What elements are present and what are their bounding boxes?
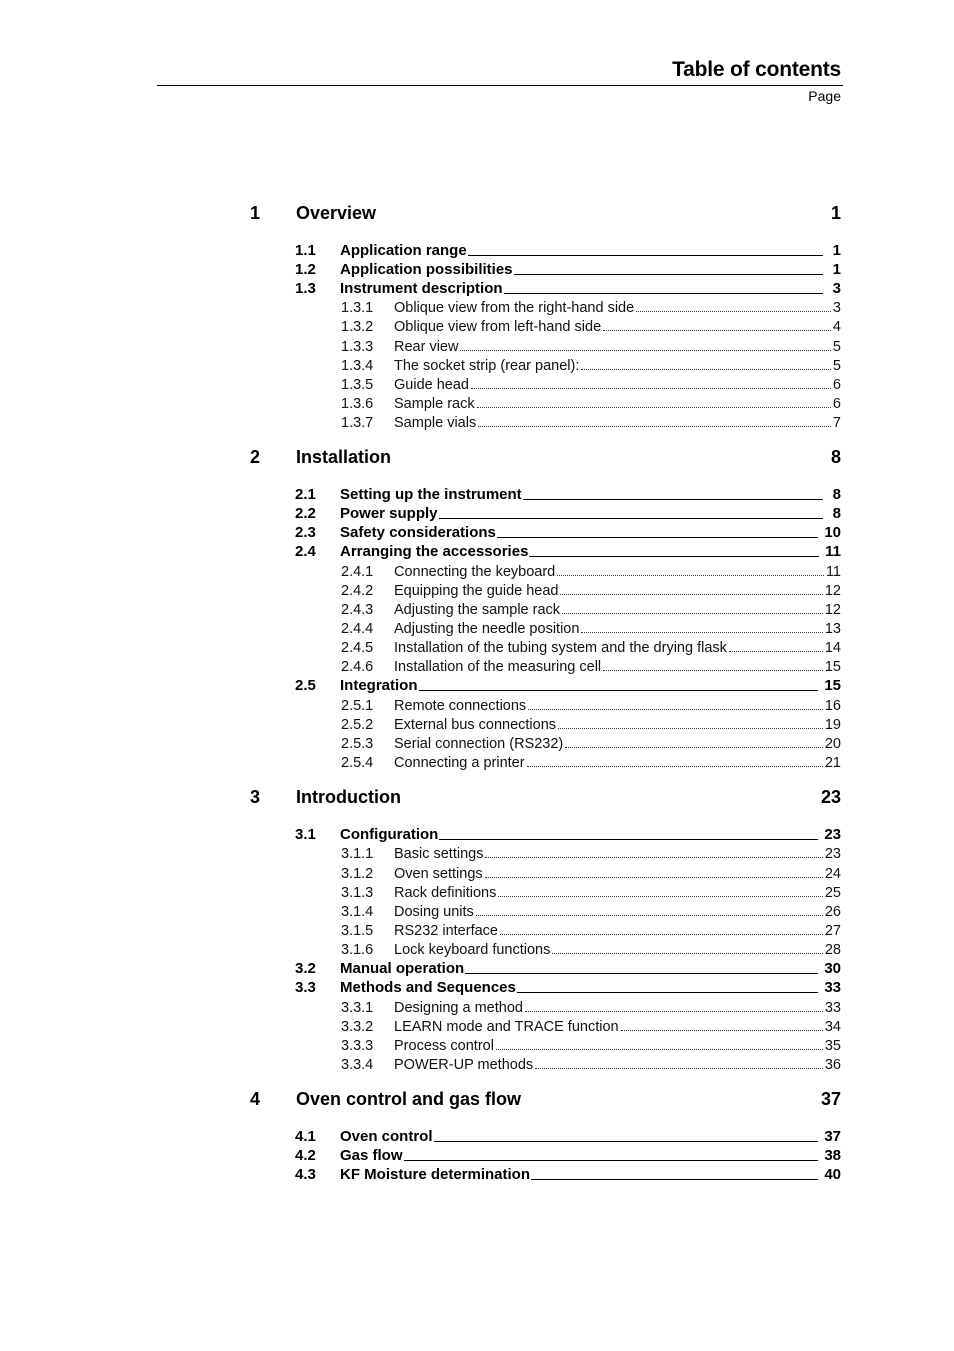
entry-number: 1.3.2 xyxy=(341,319,374,336)
toc-subsection-entry[interactable] xyxy=(250,297,841,316)
dot-leader xyxy=(528,709,823,710)
entry-number: 2.4.4 xyxy=(341,621,374,638)
toc-chapter-entry[interactable] xyxy=(250,787,841,815)
entry-title: KF Moisture determination xyxy=(340,1166,531,1184)
entry-number: 3.3.4 xyxy=(341,1057,374,1074)
toc-section-entry[interactable] xyxy=(250,541,841,560)
entry-page-number: 34 xyxy=(824,1018,841,1035)
entry-title: Arranging the accessories xyxy=(340,543,529,561)
dot-leader xyxy=(636,311,831,312)
entry-page-number: 15 xyxy=(824,677,841,695)
entry-page-number: 14 xyxy=(824,640,841,657)
toc-subsection-entry[interactable] xyxy=(250,714,841,733)
entry-title: Sample vials xyxy=(394,415,477,432)
dot-leader xyxy=(562,613,823,614)
dot-leader xyxy=(500,934,823,935)
entry-number: 1.3.5 xyxy=(341,376,374,393)
entry-number: 3.1.4 xyxy=(341,903,374,920)
entry-page-number: 13 xyxy=(824,621,841,638)
entry-number: 3.2 xyxy=(295,960,316,978)
header-divider xyxy=(157,85,843,86)
entry-page-number: 10 xyxy=(824,524,841,542)
entry-title: Guide head xyxy=(394,376,469,393)
entry-title: Application range xyxy=(340,242,467,259)
toc-subsection-entry[interactable] xyxy=(250,618,841,637)
entry-page-number: 33 xyxy=(824,999,841,1016)
entry-title: Rack definitions xyxy=(394,884,497,901)
entry-number: 1.3.3 xyxy=(341,338,374,355)
entry-page-number: 21 xyxy=(824,755,841,772)
underline-leader xyxy=(514,274,823,275)
underline-leader xyxy=(465,973,818,974)
entry-number: 2.5.3 xyxy=(341,736,374,752)
toc-section-entry[interactable] xyxy=(250,675,841,694)
page-column-label: Page xyxy=(808,88,841,104)
entry-page-number: 38 xyxy=(824,1147,841,1165)
entry-number: 3.1.1 xyxy=(341,846,374,863)
page-title: Table of contents xyxy=(672,58,841,81)
entry-number: 3.3.1 xyxy=(341,999,374,1016)
entry-number: 2.4.3 xyxy=(341,601,374,618)
entry-page-number: 37 xyxy=(824,1128,841,1146)
entry-page-number: 40 xyxy=(824,1166,841,1184)
toc-subsection-entry[interactable] xyxy=(250,355,841,374)
entry-page-number: 33 xyxy=(824,979,841,997)
entry-page-number: 8 xyxy=(832,486,841,504)
entry-number: 4.2 xyxy=(295,1147,316,1165)
toc-section-entry[interactable] xyxy=(250,1145,841,1164)
entry-title: Installation of the measuring cell xyxy=(394,659,602,676)
entry-page-number: 8 xyxy=(832,505,841,523)
entry-number: 2.3 xyxy=(295,524,316,542)
entry-number: 1.3.7 xyxy=(341,415,374,432)
entry-page-number: 26 xyxy=(824,903,841,920)
entry-page-number: 24 xyxy=(824,865,841,882)
dot-leader xyxy=(552,953,822,954)
entry-title: External bus connections xyxy=(394,716,557,733)
chapter-title: Oven control and gas flow xyxy=(296,1089,522,1110)
entry-number: 1.3.1 xyxy=(341,300,374,317)
entry-page-number: 28 xyxy=(824,942,841,959)
dot-leader xyxy=(476,915,823,916)
entry-number: 1.2 xyxy=(295,261,316,278)
entry-page-number: 7 xyxy=(832,415,841,432)
entry-title: POWER-UP methods xyxy=(394,1057,534,1074)
chapter-page: 37 xyxy=(820,1089,841,1110)
entry-title: Equipping the guide head xyxy=(394,582,559,599)
underline-leader xyxy=(504,293,823,294)
entry-page-number: 20 xyxy=(824,736,841,752)
toc-subsection-entry[interactable] xyxy=(250,694,841,713)
entry-page-number: 15 xyxy=(824,659,841,676)
dot-leader xyxy=(560,594,822,595)
entry-page-number: 25 xyxy=(824,884,841,901)
toc-subsection-entry[interactable] xyxy=(250,882,841,901)
entry-page-number: 30 xyxy=(824,960,841,978)
toc-chapter-group xyxy=(250,1089,841,1183)
table-of-contents xyxy=(250,203,841,1199)
toc-subsection-entry[interactable] xyxy=(250,599,841,618)
entry-page-number: 1 xyxy=(832,261,841,278)
entry-title: Configuration xyxy=(340,826,439,844)
toc-subsection-entry[interactable] xyxy=(250,412,841,431)
toc-chapter-entry[interactable] xyxy=(250,1089,841,1117)
toc-section-entry[interactable] xyxy=(250,503,841,522)
toc-subsection-entry[interactable] xyxy=(250,560,841,579)
toc-subsection-entry[interactable] xyxy=(250,393,841,412)
entry-page-number: 1 xyxy=(832,242,841,259)
entry-title: Lock keyboard functions xyxy=(394,942,551,959)
toc-subsection-entry[interactable] xyxy=(250,920,841,939)
toc-subsection-entry[interactable] xyxy=(250,1054,841,1073)
chapter-page: 8 xyxy=(830,447,841,468)
chapter-num: 4 xyxy=(250,1089,261,1110)
toc-subsection-entry[interactable] xyxy=(250,580,841,599)
toc-subsection-entry[interactable] xyxy=(250,1035,841,1054)
toc-subsection-entry[interactable] xyxy=(250,843,841,862)
entry-title: Methods and Sequences xyxy=(340,979,516,997)
entry-page-number: 23 xyxy=(824,846,841,863)
toc-section-entry[interactable] xyxy=(250,1164,841,1183)
chapter-num: 1 xyxy=(250,203,261,223)
dot-leader xyxy=(603,670,823,671)
underline-leader xyxy=(439,518,823,519)
toc-section-entry[interactable] xyxy=(250,1126,841,1145)
dot-leader xyxy=(558,728,823,729)
toc-section-entry[interactable] xyxy=(250,259,841,278)
entry-number: 1.3 xyxy=(295,280,316,297)
dot-leader xyxy=(485,877,823,878)
underline-leader xyxy=(531,1179,818,1180)
entry-number: 2.5.2 xyxy=(341,716,374,733)
entry-title: Instrument description xyxy=(340,280,503,297)
entry-number: 4.3 xyxy=(295,1166,316,1184)
toc-section-entry[interactable] xyxy=(250,824,841,843)
dot-leader xyxy=(460,350,830,351)
underline-leader xyxy=(468,255,823,256)
entry-page-number: 35 xyxy=(824,1037,841,1054)
entry-title: The socket strip (rear panel): xyxy=(394,357,580,374)
entry-title: Oblique view from left-hand side xyxy=(394,319,602,336)
toc-subsection-entry[interactable] xyxy=(250,901,841,920)
toc-chapter-group xyxy=(250,447,841,771)
entry-title: Oblique view from the right-hand side xyxy=(394,300,635,317)
entry-title: Process control xyxy=(394,1037,494,1054)
entry-title: Designing a method xyxy=(394,999,523,1016)
toc-subsection-entry[interactable] xyxy=(250,862,841,881)
underline-leader xyxy=(523,499,823,500)
entry-number: 1.1 xyxy=(295,242,316,259)
entry-number: 2.5.1 xyxy=(341,697,374,714)
entry-number: 2.1 xyxy=(295,486,316,504)
entry-number: 2.5 xyxy=(295,677,316,695)
entry-title: Adjusting the sample rack xyxy=(394,601,561,618)
entry-title: Safety considerations xyxy=(340,524,496,542)
dot-leader xyxy=(557,575,824,576)
toc-chapter-group xyxy=(250,203,841,431)
toc-section-entry[interactable] xyxy=(250,977,841,996)
entry-title: Oven control xyxy=(340,1128,433,1146)
entry-page-number: 5 xyxy=(832,338,841,355)
entry-title: Serial connection (RS232) xyxy=(394,736,564,752)
entry-number: 3.1 xyxy=(295,826,316,844)
entry-number: 2.4.2 xyxy=(341,582,374,599)
toc-section-entry[interactable] xyxy=(250,958,841,977)
toc-section-entry[interactable] xyxy=(250,240,841,259)
dot-leader xyxy=(478,426,831,427)
entry-title: Gas flow xyxy=(340,1147,403,1165)
entry-number: 2.5.4 xyxy=(341,755,374,772)
entry-title: Manual operation xyxy=(340,960,465,978)
entry-number: 3.1.5 xyxy=(341,923,374,940)
entry-page-number: 19 xyxy=(824,716,841,733)
underline-leader xyxy=(419,690,819,691)
entry-number: 3.1.6 xyxy=(341,942,374,959)
dot-leader xyxy=(603,330,831,331)
entry-title: Remote connections xyxy=(394,697,527,714)
entry-title: Rear view xyxy=(394,338,459,355)
entry-page-number: 16 xyxy=(824,697,841,714)
chapter-title: Installation xyxy=(296,447,392,468)
entry-number: 3.3.2 xyxy=(341,1018,374,1035)
toc-section-entry[interactable] xyxy=(250,484,841,503)
toc-subsection-entry[interactable] xyxy=(250,939,841,958)
entry-number: 3.1.2 xyxy=(341,865,374,882)
entry-number: 2.2 xyxy=(295,505,316,523)
toc-section-entry[interactable] xyxy=(250,522,841,541)
toc-subsection-entry[interactable] xyxy=(250,374,841,393)
chapter-page: 23 xyxy=(820,787,841,808)
underline-leader xyxy=(497,537,818,538)
toc-chapter-entry[interactable] xyxy=(250,203,841,231)
dot-leader xyxy=(471,388,831,389)
chapter-title: Overview xyxy=(296,203,377,223)
entry-number: 2.4 xyxy=(295,543,316,561)
entry-number: 2.4.1 xyxy=(341,563,374,580)
underline-leader xyxy=(434,1141,819,1142)
dot-leader xyxy=(729,651,823,652)
dot-leader xyxy=(621,1030,823,1031)
entry-page-number: 3 xyxy=(832,300,841,317)
toc-subsection-entry[interactable] xyxy=(250,335,841,354)
underline-leader xyxy=(439,839,818,840)
entry-page-number: 5 xyxy=(832,357,841,374)
toc-chapter-entry[interactable] xyxy=(250,447,841,475)
entry-page-number: 36 xyxy=(824,1057,841,1074)
dot-leader xyxy=(498,896,823,897)
entry-title: RS232 interface xyxy=(394,923,498,940)
dot-leader xyxy=(581,632,822,633)
chapter-num: 3 xyxy=(250,787,261,808)
entry-title: LEARN mode and TRACE function xyxy=(394,1018,619,1035)
entry-number: 3.3.3 xyxy=(341,1037,374,1054)
entry-page-number: 27 xyxy=(824,923,841,940)
toc-subsection-entry[interactable] xyxy=(250,656,841,675)
entry-title: Application possibilities xyxy=(340,261,513,278)
entry-page-number: 23 xyxy=(824,826,841,844)
chapter-title: Introduction xyxy=(296,787,401,808)
entry-title: Installation of the tubing system and the drying flask xyxy=(394,640,727,657)
entry-page-number: 11 xyxy=(825,563,841,580)
entry-page-number: 6 xyxy=(832,396,841,413)
entry-title: Setting up the instrument xyxy=(340,486,522,504)
entry-page-number: 4 xyxy=(832,319,841,336)
dot-leader xyxy=(535,1068,823,1069)
entry-page-number: 3 xyxy=(832,280,841,297)
entry-page-number: 6 xyxy=(832,376,841,393)
chapter-num: 2 xyxy=(250,447,261,468)
entry-title: Dosing units xyxy=(394,903,474,920)
underline-leader xyxy=(517,992,818,993)
entry-number: 4.1 xyxy=(295,1128,316,1146)
entry-page-number: 12 xyxy=(824,582,841,599)
toc-subsection-entry[interactable] xyxy=(250,752,841,771)
entry-title: Basic settings xyxy=(394,846,484,863)
toc-subsection-entry[interactable] xyxy=(250,1016,841,1035)
entry-title: Connecting a printer xyxy=(394,755,525,772)
chapter-page: 1 xyxy=(830,203,841,223)
toc-section-entry[interactable] xyxy=(250,278,841,297)
toc-subsection-entry[interactable] xyxy=(250,733,841,752)
entry-page-number: 11 xyxy=(825,543,841,561)
toc-chapter-group xyxy=(250,787,841,1073)
underline-leader xyxy=(404,1160,819,1161)
entry-title: Connecting the keyboard xyxy=(394,563,556,580)
dot-leader xyxy=(496,1049,823,1050)
entry-page-number: 12 xyxy=(824,601,841,618)
dot-leader xyxy=(525,1011,823,1012)
toc-subsection-entry[interactable] xyxy=(250,316,841,335)
entry-title: Integration xyxy=(340,677,418,695)
dot-leader xyxy=(565,747,823,748)
entry-number: 1.3.4 xyxy=(341,357,374,374)
entry-number: 2.4.6 xyxy=(341,659,374,676)
entry-title: Adjusting the needle position xyxy=(394,621,580,638)
entry-number: 3.1.3 xyxy=(341,884,374,901)
entry-number: 3.3 xyxy=(295,979,316,997)
entry-title: Power supply xyxy=(340,505,438,523)
entry-number: 1.3.6 xyxy=(341,396,374,413)
dot-leader xyxy=(477,407,831,408)
entry-number: 2.4.5 xyxy=(341,640,374,657)
dot-leader xyxy=(485,857,822,858)
entry-title: Sample rack xyxy=(394,396,475,413)
underline-leader xyxy=(529,556,819,557)
toc-subsection-entry[interactable] xyxy=(250,637,841,656)
toc-subsection-entry[interactable] xyxy=(250,996,841,1015)
entry-title: Oven settings xyxy=(394,865,483,882)
dot-leader xyxy=(527,766,823,767)
dot-leader xyxy=(581,369,831,370)
